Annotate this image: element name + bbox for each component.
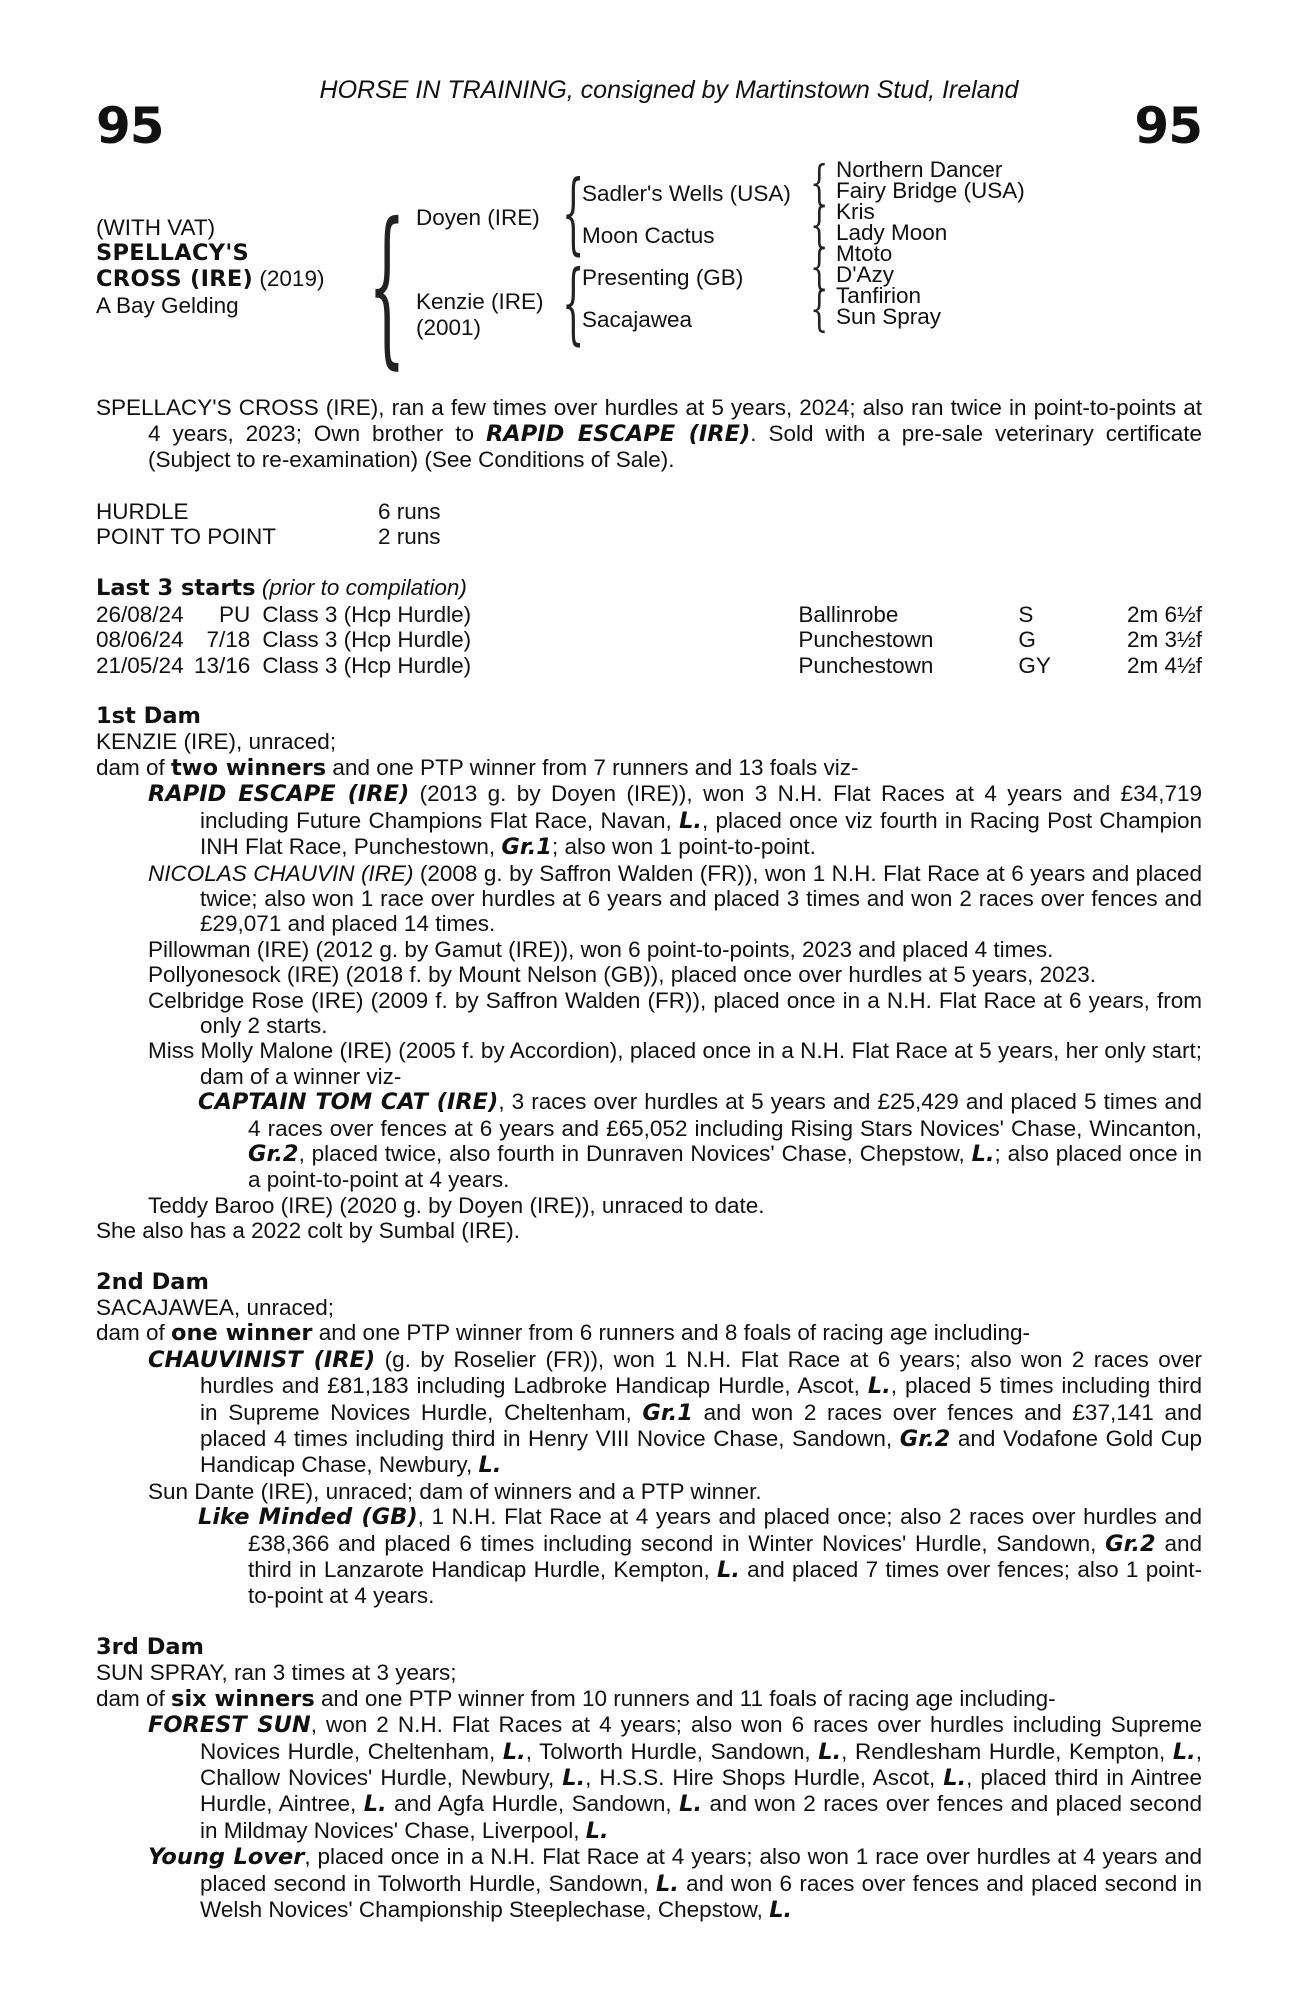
progeny-entry: Sun Dante (IRE), unraced; dam of winners and a PTP winner. (148, 1478, 762, 1504)
record-row (96, 499, 441, 524)
brace-main: { (368, 187, 406, 386)
start-position: 13/16 (194, 652, 251, 678)
text: and third in Lanzarote Handicap Hurdle, Kempton, (248, 1530, 1202, 1583)
text: and Agfa Hurdle, Sandown, (386, 1791, 680, 1817)
text: , placed once in a N.H. Flat Race at 4 years; also won 1 race over hurdles at 4 years and placed second in Tolworth Hurdle, Sandown, (200, 1844, 1202, 1896)
horse-name-line2: CROSS (IRE) (96, 266, 254, 293)
progeny-name: CAPTAIN TOM CAT (IRE) (198, 1089, 499, 1116)
consignor-heading: HORSE IN TRAINING, consigned by Martinstown Stud, Ireland (319, 76, 1019, 104)
progeny-name: FOREST SUN (148, 1712, 311, 1739)
last-starts (96, 575, 1202, 678)
dam: Kenzie (IRE) (416, 289, 544, 315)
winners-count: six winners (171, 1685, 315, 1712)
progeny-entry: Pollyonesock (IRE) (2018 f. by Mount Nelson (GB)), placed once over hurdles at 5 years, 2023. (148, 962, 1096, 988)
listed-mark: L. (867, 1373, 891, 1400)
section-heading: 2nd Dam (96, 1268, 209, 1295)
record-row (96, 524, 441, 549)
vat-note: (WITH VAT) (96, 215, 216, 241)
start-course: Punchestown (798, 627, 934, 653)
summary-text: SPELLACY'S CROSS (IRE), ran a few times over hurdles at 5 years, 2024; also ran twice in point-to-points at 4 years, 2023; Own brother to (96, 395, 1202, 446)
racing-record (96, 499, 441, 550)
horse-identity (96, 215, 324, 318)
start-race: Class 3 (Hcp Hurdle) (262, 652, 472, 678)
brace-g4: { (810, 281, 829, 338)
progeny-entry (96, 1844, 1202, 1923)
listed-mark: L. (656, 1870, 679, 1897)
sire: Doyen (IRE) (416, 205, 540, 231)
start-distance: 2m 3½f (1126, 627, 1202, 653)
text: dam of (96, 1685, 172, 1711)
summary-text: . Sold with a pre-sale veterinary certificate (Subject to re-examination) (See Conditions of Sale). (148, 420, 1202, 473)
dam-produce-line (96, 1320, 1202, 1346)
start-date: 21/05/24 (96, 652, 184, 678)
winners-count: two winners (171, 754, 327, 781)
section-heading: 3rd Dam (96, 1633, 204, 1660)
brother-name: RAPID ESCAPE (IRE) (485, 420, 751, 447)
start-row (96, 602, 1202, 627)
listed-mark: L. (818, 1738, 842, 1765)
listed-mark: L. (562, 1764, 586, 1791)
listed-mark: L. (679, 1791, 703, 1818)
text: ; also placed once in a point-to-point at 4 years. (248, 1140, 1202, 1193)
grade-mark: Gr.2 (899, 1426, 951, 1453)
progeny-name: Young Lover (148, 1844, 305, 1871)
start-going: GY (1018, 652, 1051, 678)
starts-note: (prior to compilation) (261, 575, 467, 601)
text: and won 2 races over fences and £37,141 and placed 4 times including third in Henry VIII Novice Chase, Sandown, (200, 1399, 1202, 1452)
foaling-year: (2019) (259, 266, 325, 292)
dam-year: (2001) (416, 315, 482, 341)
ancestor: Northern Dancer (836, 157, 1003, 183)
progeny-name: CHAUVINIST (IRE) (148, 1346, 376, 1373)
brace-g1: { (810, 155, 829, 212)
dam-note: She also has a 2022 colt by Sumbal (IRE). (96, 1218, 520, 1244)
start-distance: 2m 6½f (1126, 601, 1202, 627)
section-heading: 1st Dam (96, 703, 201, 730)
text: , won 2 N.H. Flat Races at 4 years; also won 6 races over hurdles including Supreme Novices Hurdle, Cheltenham, (200, 1712, 1202, 1764)
listed-mark: L. (679, 807, 702, 834)
start-course: Punchestown (798, 652, 934, 678)
text: , placed once viz fourth in Racing Post Champion INH Flat Race, Punchestown, (200, 807, 1202, 860)
text: and placed 7 times over fences; also 1 point-to-point at 4 years. (248, 1557, 1202, 1609)
start-going: S (1018, 601, 1034, 627)
listed-mark: L. (769, 1896, 793, 1923)
start-distance: 2m 4½f (1126, 652, 1202, 678)
record-type: POINT TO POINT (96, 524, 277, 550)
record-runs: 2 runs (378, 524, 441, 550)
grade-mark: Gr.2 (1105, 1530, 1156, 1557)
dam-line: SUN SPRAY, ran 3 times at 3 years; (96, 1660, 457, 1686)
progeny-name: NICOLAS CHAUVIN (IRE) (148, 860, 414, 886)
grand-progeny-entry (96, 1089, 1202, 1193)
sire-dam: Moon Cactus (582, 223, 715, 249)
ancestor: Fairy Bridge (USA) (836, 178, 1025, 204)
text: , 3 races over hurdles at 5 years and £25,429 and placed 5 times and 4 races over fences at 6 years and £65,052 including Rising Stars Novices' Chase, Wincanton, (248, 1089, 1202, 1141)
ancestor: Sun Spray (836, 304, 942, 330)
record-runs: 6 runs (378, 498, 441, 524)
dam-line: SACAJAWEA, unraced; (96, 1295, 335, 1320)
text: and won 2 races over fences and placed second in Mildmay Novices' Chase, Liverpool, (200, 1791, 1202, 1843)
listed-mark: L. (1172, 1738, 1196, 1765)
ancestor: D'Azy (836, 262, 895, 288)
text: dam of (96, 754, 172, 780)
listed-mark: L. (971, 1140, 995, 1167)
start-race: Class 3 (Hcp Hurdle) (262, 601, 472, 627)
listed-mark: L. (478, 1452, 502, 1479)
grand-progeny-entry (96, 1504, 1202, 1609)
progeny-entry: Celbridge Rose (IRE) (2009 f. by Saffron Walden (FR)), placed once in a N.H. Flat Race at 6 years, from only 2 starts. (148, 987, 1202, 1038)
sire-sire: Sadler's Wells (USA) (582, 181, 791, 207)
ancestor: Mtoto (836, 241, 893, 267)
progeny-entry (96, 1347, 1202, 1479)
record-type: HURDLE (96, 498, 189, 524)
start-row (96, 653, 1202, 678)
winners-count: one winner (171, 1320, 313, 1347)
text: ; also won 1 point-to-point. (551, 834, 816, 860)
horse-name-line1: SPELLACY'S (96, 239, 250, 266)
progeny-entry: Teddy Baroo (IRE) (2020 g. by Doyen (IRE)), unraced to date. (148, 1192, 765, 1218)
horse-summary (96, 395, 1202, 472)
start-row (96, 627, 1202, 652)
listed-mark: L. (585, 1817, 609, 1844)
start-date: 26/08/24 (96, 601, 184, 627)
dam-sire: Presenting (GB) (582, 265, 744, 291)
text: , Rendlesham Hurdle, Kempton, (841, 1738, 1173, 1764)
dam-dam: Sacajawea (582, 307, 693, 333)
first-dam-section (96, 704, 1202, 1244)
catalogue-page (96, 78, 1202, 1923)
brace-g3: { (810, 239, 829, 296)
starts-heading: Last 3 starts (96, 575, 256, 602)
text: , placed 5 times including third in Supreme Novices Hurdle, Cheltenham, (200, 1373, 1202, 1425)
start-race: Class 3 (Hcp Hurdle) (262, 627, 472, 653)
grandsire-lines (836, 157, 1025, 330)
text: (g. by Roselier (FR)), won 1 N.H. Flat Race at 6 years; also won 2 races over hurdles and £81,183 including Ladbroke Handicap Hurdle, Ascot, (200, 1346, 1202, 1399)
progeny-entry (96, 861, 1202, 937)
pedigree-tree (96, 155, 1202, 386)
starts-table (96, 602, 1202, 678)
text: dam of (96, 1320, 172, 1346)
listed-mark: L. (717, 1557, 740, 1584)
grade-mark: Gr.1 (501, 834, 552, 861)
text: and one PTP winner from 7 runners and 13 foals viz- (326, 754, 859, 780)
ancestor: Lady Moon (836, 220, 948, 246)
progeny-entry (96, 1712, 1202, 1844)
brace-g2: { (810, 197, 829, 254)
text: , placed twice, also fourth in Dunraven Novices' Chase, Chepstow, (298, 1140, 972, 1166)
text: and one PTP winner from 6 runners and 8 foals of racing age including- (312, 1320, 1031, 1346)
listed-mark: L. (502, 1738, 526, 1765)
second-dam-section (96, 1270, 1202, 1609)
listed-mark: L. (943, 1764, 967, 1791)
brace-sire: { (562, 161, 585, 265)
progeny-name: Like Minded (GB) (198, 1504, 418, 1531)
text: and won 6 races over fences and placed second in Welsh Novices' Championship Steeplechase, Chepstow, (200, 1870, 1202, 1922)
text: , H.S.S. Hire Shops Hurdle, Ascot, (585, 1764, 944, 1790)
progeny-name: RAPID ESCAPE (IRE) (148, 781, 410, 808)
grade-mark: Gr.1 (642, 1399, 693, 1426)
text: (2008 g. by Saffron Walden (FR)), won 1 N.H. Flat Race at 6 years and placed twice; also won 1 race over hurdles at 6 years and placed 3 times and won 2 races over fences and £29,071 and placed 14 times. (200, 860, 1202, 937)
text: and Vodafone Gold Cup Handicap Chase, Newbury, (200, 1426, 1202, 1478)
listed-mark: L. (363, 1791, 387, 1818)
horse-description: A Bay Gelding (96, 292, 239, 318)
brace-dam: { (562, 251, 585, 355)
start-date: 08/06/24 (96, 627, 184, 653)
text: , placed third in Aintree Hurdle, Aintree, (200, 1764, 1202, 1817)
text: , Challow Novices' Hurdle, Newbury, (200, 1738, 1202, 1790)
text: , 1 N.H. Flat Race at 4 years and placed once; also 2 races over hurdles and £38,366 and placed 6 times including second in Winter Novices' Hurdle, Sandown, (248, 1504, 1202, 1556)
dam-produce-line (96, 1686, 1202, 1712)
progeny-entry: Pillowman (IRE) (2012 g. by Gamut (IRE)), won 6 point-to-points, 2023 and placed 4 times. (148, 936, 1054, 962)
grade-mark: Gr.2 (248, 1140, 299, 1167)
start-position: 7/18 (206, 627, 251, 653)
start-position: PU (219, 601, 251, 627)
third-dam-section (96, 1635, 1202, 1923)
ancestor: Kris (836, 199, 875, 225)
text: (2013 g. by Doyen (IRE)), won 3 N.H. Flat Races at 4 years and £34,719 including Future Champions Flat Race, Navan, (200, 781, 1202, 833)
start-course: Ballinrobe (798, 601, 899, 627)
progeny-entry (96, 781, 1202, 860)
start-going: G (1018, 627, 1036, 653)
text: and one PTP winner from 10 runners and 11 foals of racing age including- (314, 1685, 1056, 1711)
progeny-entry: Miss Molly Malone (IRE) (2005 f. by Accordion), placed once in a N.H. Flat Race at 5 years, her only start; dam of a winner viz- (148, 1038, 1202, 1089)
lot-number-right: 95 (1134, 97, 1202, 155)
lot-number-left: 95 (96, 97, 164, 155)
dam-line: KENZIE (IRE), unraced; (96, 729, 337, 755)
text: , Tolworth Hurdle, Sandown, (525, 1738, 819, 1764)
dam-produce-line (96, 755, 1202, 781)
ancestor: Tanfirion (836, 283, 922, 309)
